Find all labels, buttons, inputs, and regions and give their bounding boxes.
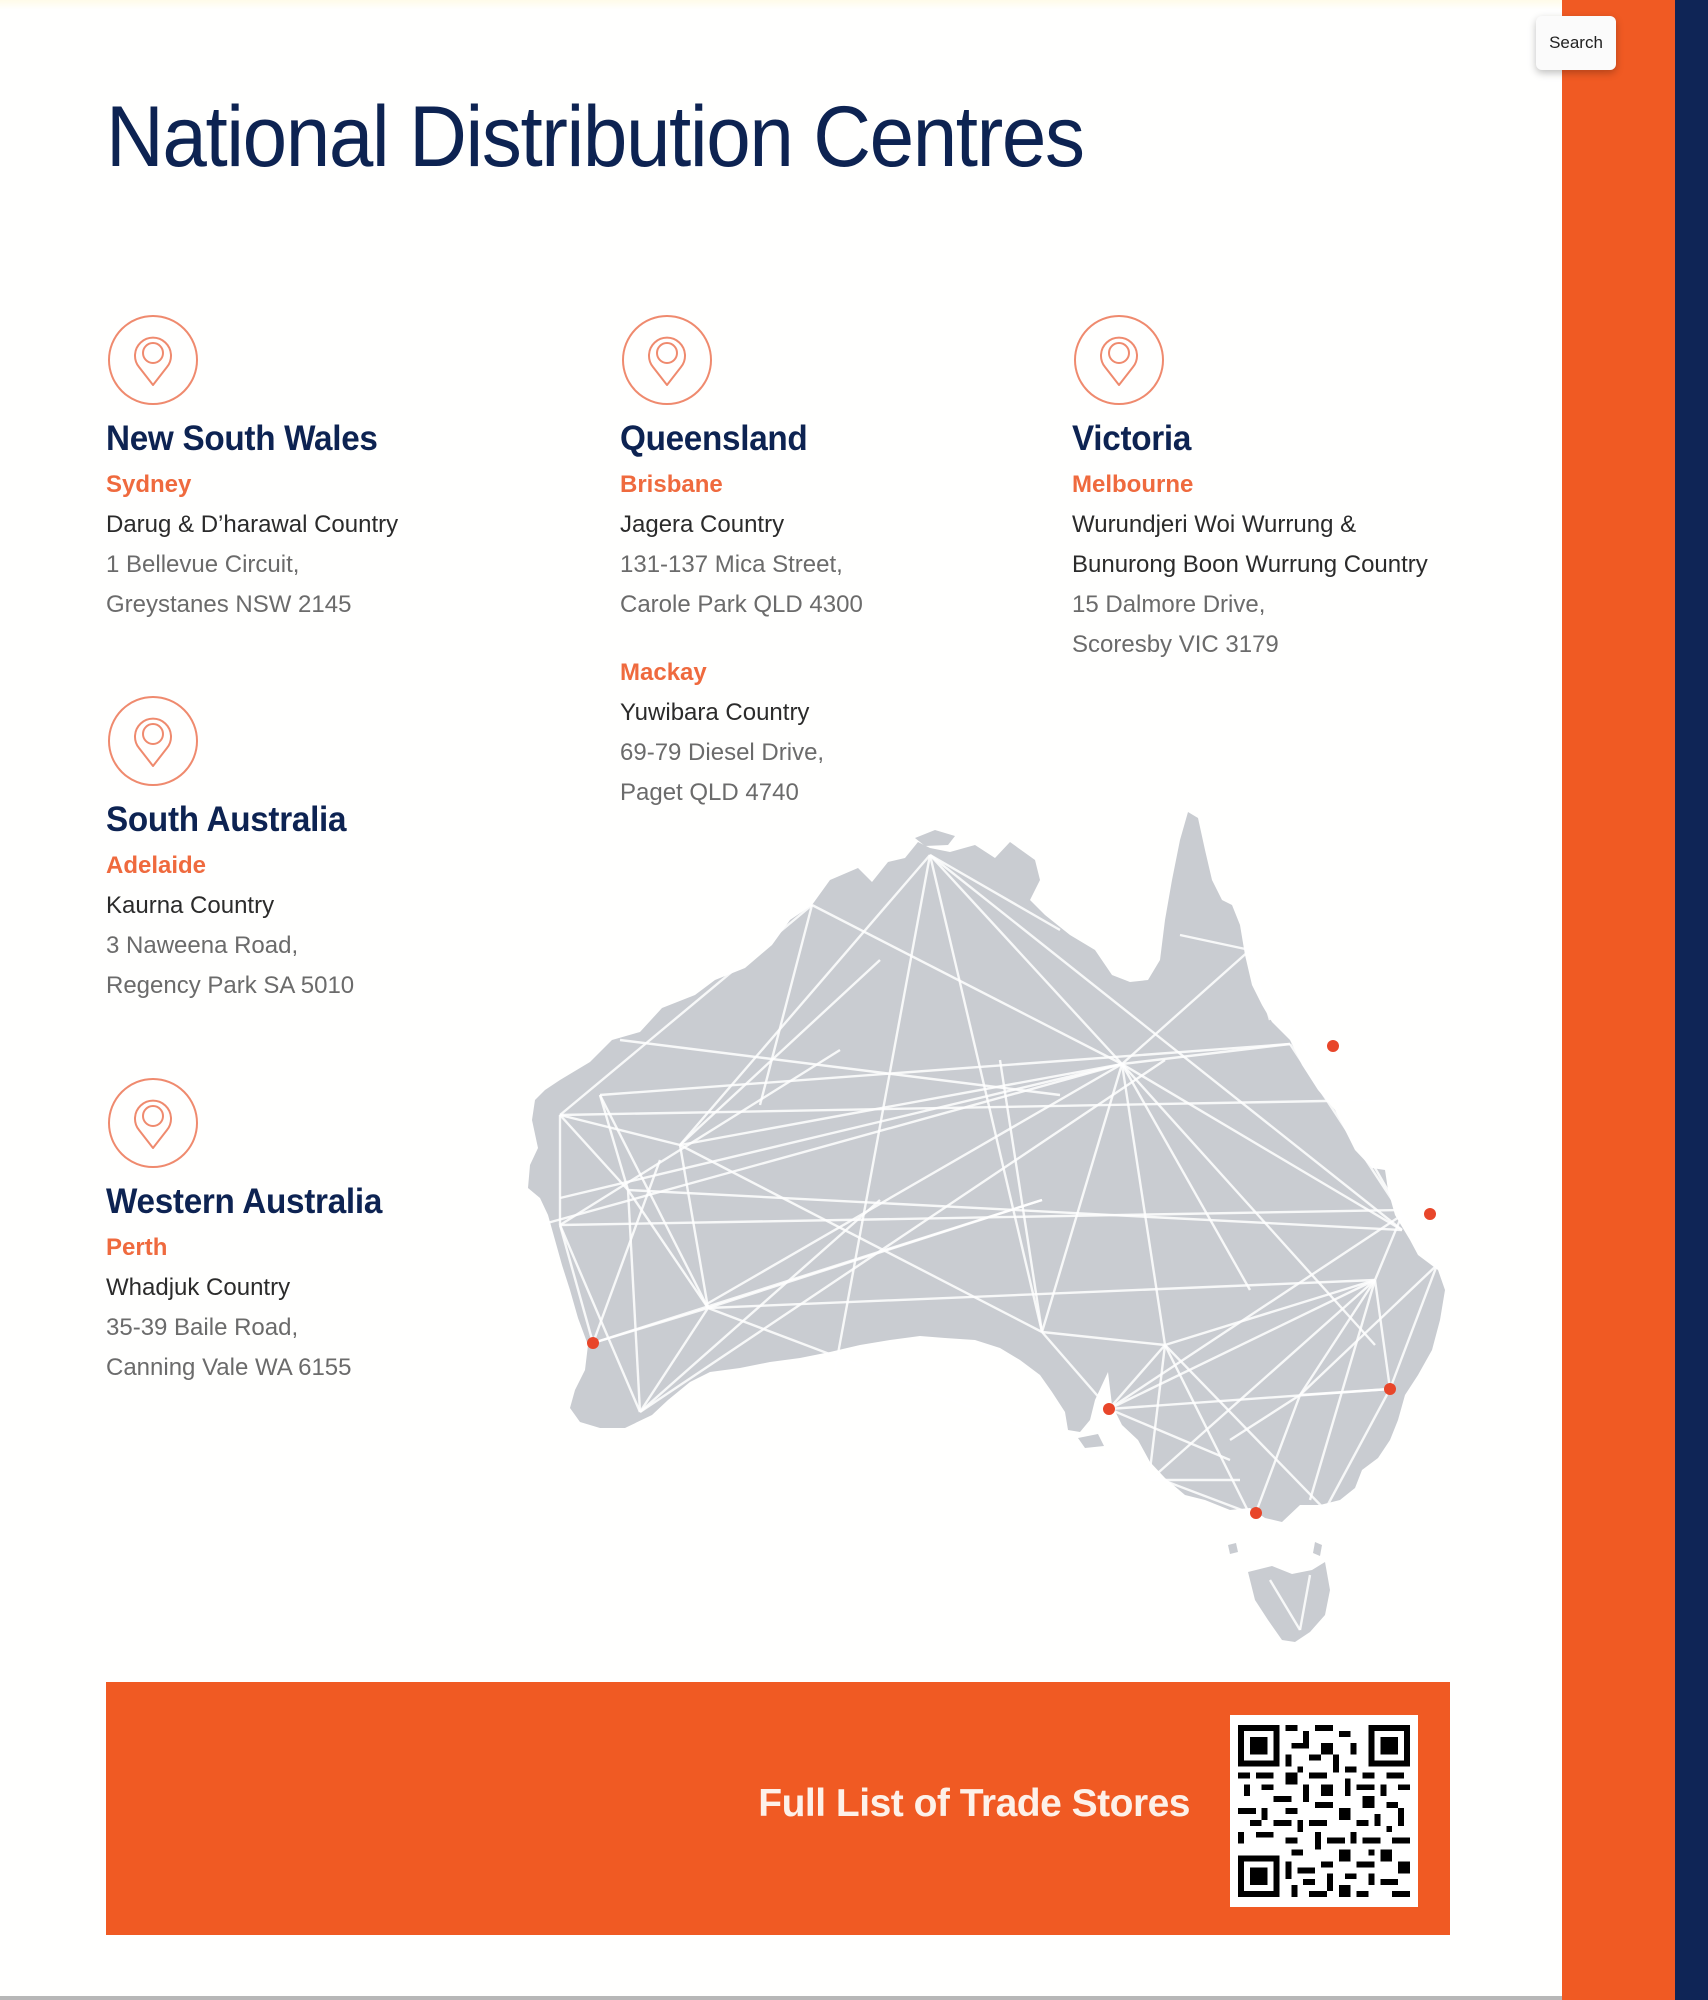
- location-pin-icon: [620, 313, 714, 407]
- location-pin-icon: [106, 313, 200, 407]
- marker-melbourne: [1250, 1507, 1262, 1519]
- state-name: Western Australia: [106, 1182, 383, 1221]
- address-line: 131-137 Mica Street,: [620, 551, 843, 578]
- state-name: Queensland: [620, 419, 808, 458]
- country-name: Kaurna Country: [106, 892, 275, 919]
- country-name: Bunurong Boon Wurrung Country: [1072, 551, 1428, 578]
- address-line: Paget QLD 4740: [620, 779, 799, 806]
- location-western-australia: [106, 1076, 397, 1388]
- address-line: 35-39 Baile Road,: [106, 1314, 299, 1341]
- country-name: Jagera Country: [620, 511, 785, 538]
- marker-brisbane: [1424, 1208, 1436, 1220]
- city-name: Sydney: [106, 471, 192, 498]
- location-pin-icon: [106, 694, 200, 788]
- distribution-markers: [587, 1040, 1436, 1519]
- network-lines: [540, 855, 1437, 1630]
- page-title: National Distribution Centres: [106, 89, 1084, 185]
- state-name: South Australia: [106, 800, 347, 839]
- orange-side-stripe: [1562, 0, 1675, 2000]
- location-pin-icon: [106, 1076, 200, 1170]
- city-name: Perth: [106, 1234, 168, 1261]
- location-pin-icon: [1072, 313, 1166, 407]
- search-button[interactable]: Search: [1536, 16, 1616, 70]
- address-line: Scoresby VIC 3179: [1072, 631, 1279, 658]
- qr-code-icon: [1238, 1723, 1410, 1899]
- marker-mackay: [1327, 1040, 1339, 1052]
- city-name: Brisbane: [620, 471, 723, 498]
- address-line: Greystanes NSW 2145: [106, 591, 352, 618]
- state-name: New South Wales: [106, 419, 378, 458]
- location-victoria: [1072, 313, 1428, 665]
- top-edge: [0, 0, 1562, 10]
- address-line: 1 Bellevue Circuit,: [106, 551, 300, 578]
- marker-perth: [587, 1337, 599, 1349]
- navy-side-stripe: [1675, 0, 1708, 2000]
- country-name: Yuwibara Country: [620, 699, 810, 726]
- country-name: Darug & D’harawal Country: [106, 511, 399, 538]
- address-line: 15 Dalmore Drive,: [1072, 591, 1266, 618]
- location-new-south-wales: [106, 313, 398, 625]
- location-queensland: [620, 313, 863, 813]
- marker-adelaide: [1103, 1403, 1115, 1415]
- address-line: Canning Vale WA 6155: [106, 1354, 352, 1381]
- address-line: Carole Park QLD 4300: [620, 591, 863, 618]
- address-line: Regency Park SA 5010: [106, 972, 355, 999]
- qr-code[interactable]: [1230, 1715, 1418, 1907]
- trade-stores-label[interactable]: Full List of Trade Stores: [758, 1782, 1190, 1825]
- bottom-divider: [0, 1996, 1562, 2000]
- location-south-australia: [106, 694, 359, 1006]
- trade-stores-banner[interactable]: [106, 1682, 1450, 1935]
- city-name: Adelaide: [106, 852, 207, 879]
- state-name: Victoria: [1072, 419, 1192, 458]
- marker-sydney: [1384, 1383, 1396, 1395]
- city-name: Melbourne: [1072, 471, 1194, 498]
- address-line: 3 Naweena Road,: [106, 932, 299, 959]
- australia-landmass: [528, 812, 1445, 1642]
- country-name: Wurundjeri Woi Wurrung &: [1072, 511, 1357, 538]
- city-name: Mackay: [620, 659, 707, 686]
- address-line: 69-79 Diesel Drive,: [620, 739, 825, 766]
- country-name: Whadjuk Country: [106, 1274, 291, 1301]
